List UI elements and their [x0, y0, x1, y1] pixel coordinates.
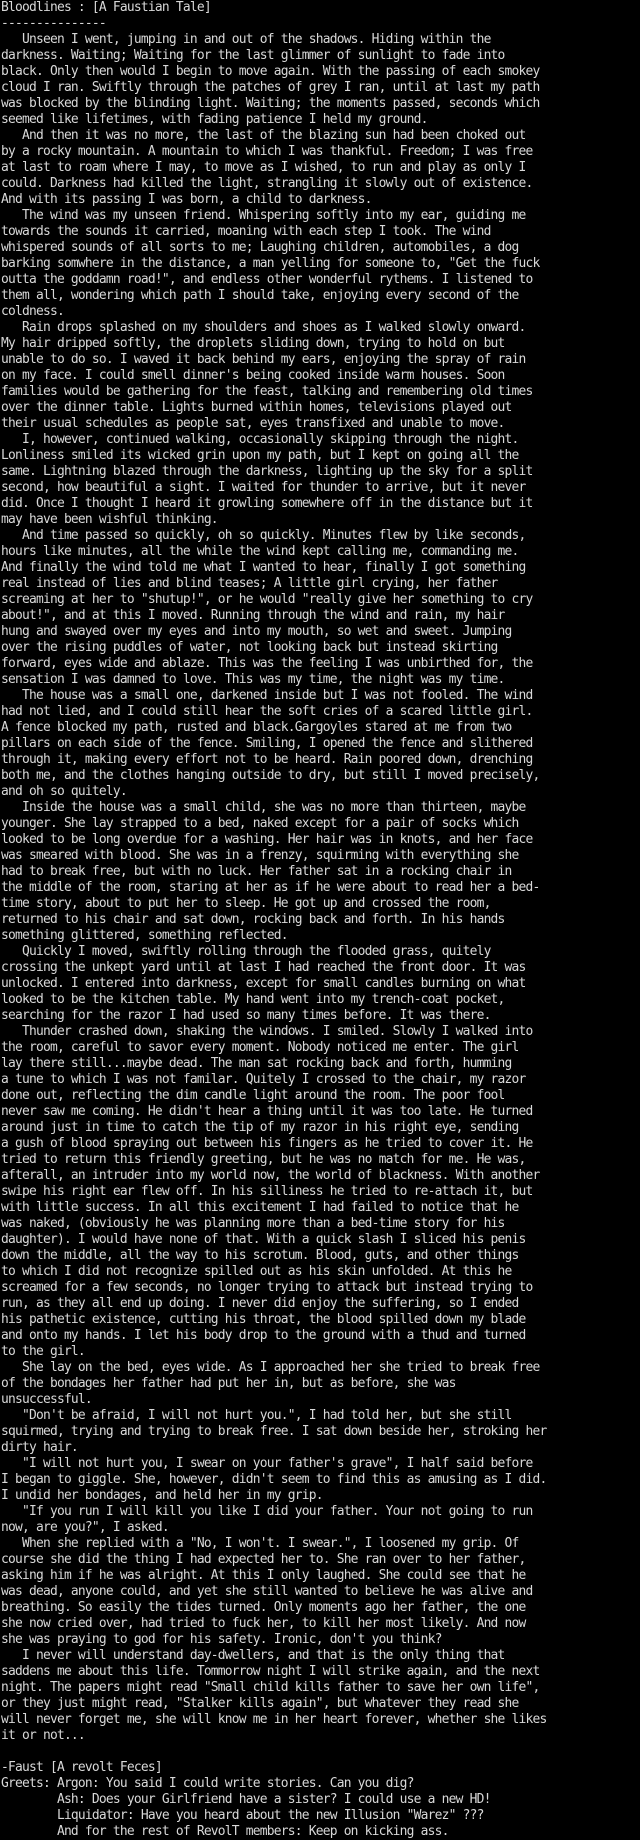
- text-line: them all, wondering which path I should take, enjoying every second of the: [1, 288, 519, 303]
- text-line: to which I did not recognize spilled out as his skin unfolded. At this he: [1, 1264, 512, 1279]
- text-line: on my face. I could smell dinner's being cooked inside warm houses. Soon: [1, 368, 505, 383]
- text-line: Rain drops splashed on my shoulders and shoes as I walked slowly onward.: [1, 320, 526, 335]
- text-line: My hair dripped softly, the droplets sliding down, trying to hold on but: [1, 336, 505, 351]
- text-line: Quickly I moved, swiftly rolling through the flooded grass, quitely: [1, 944, 491, 959]
- text-line: tried to return this friendly greeting, but he was no match for me. He was,: [1, 1152, 526, 1167]
- text-line: it or not...: [1, 1728, 85, 1743]
- text-line: returned to his chair and sat down, rocking back and forth. In his hands: [1, 912, 505, 927]
- text-line: at last to roam where I may, to move as I wished, to run and play as only I: [1, 160, 526, 175]
- text-line: "I will not hurt you, I swear on your father's grave", I half said before: [1, 1456, 533, 1471]
- text-line: Ash: Does your Girlfriend have a sister? I could use a new HD!: [1, 1792, 491, 1807]
- text-line: done out, reflecting the dim candle light around the room. The poor fool: [1, 1088, 505, 1103]
- text-line: will never forget me, she will know me in her heart forever, whether she likes: [1, 1712, 547, 1727]
- text-line: "If you run I will kill you like I did your father. Your not going to run: [1, 1504, 533, 1519]
- text-line: may have been wishful thinking.: [1, 512, 218, 527]
- text-line: down the middle, all the way to his scrotum. Blood, guts, and other things: [1, 1248, 519, 1263]
- text-line: barking somwhere in the distance, a man yelling for someone to, "Get the fuck: [1, 256, 540, 271]
- text-line: unable to do so. I waved it back behind my ears, enjoying the spray of rain: [1, 352, 526, 367]
- text-line: time story, about to put her to sleep. He got up and crossed the room,: [1, 896, 491, 911]
- text-line: black. Only then would I begin to move again. With the passing of each smokey: [1, 64, 540, 79]
- text-line: seemed like lifetimes, with fading patience I held my ground.: [1, 112, 428, 127]
- text-line: she now cried over, had tried to fuck her, to kill her most likely. And now: [1, 1616, 526, 1631]
- text-line: had not lied, and I could still hear the soft cries of a scared little girl.: [1, 704, 533, 719]
- text-line: And finally the wind told me what I wanted to hear, finally I got something: [1, 560, 526, 575]
- text-line: night. The papers might read "Small child kills father to save her own life",: [1, 1680, 540, 1695]
- text-line: their usual schedules as people sat, eyes transfixed and unable to move.: [1, 416, 505, 431]
- text-line: And time passed so quickly, oh so quickly. Minutes flew by like seconds,: [1, 528, 526, 543]
- text-line: was blocked by the blinding light. Waiting; the moments passed, seconds which: [1, 96, 540, 111]
- text-line: I undid her bondages, and held her in my grip.: [1, 1488, 323, 1503]
- text-line: by a rocky mountain. A mountain to which I was thankful. Freedom; I was free: [1, 144, 533, 159]
- text-line: looked to be the kitchen table. My hand went into my trench-coat pocket,: [1, 992, 505, 1007]
- text-line: and oh so quitely.: [1, 784, 127, 799]
- text-line: Inside the house was a small child, she was no more than thirteen, maybe: [1, 800, 526, 815]
- text-line: And then it was no more, the last of the blazing sun had been choked out: [1, 128, 526, 143]
- text-line: was dead, anyone could, and yet she still wanted to believe he was alive and: [1, 1584, 533, 1599]
- text-line: screaming at her to "shutup!", or he would "really give her something to cry: [1, 592, 533, 607]
- text-line: whispered sounds of all sorts to me; Laughing children, automobiles, a dog: [1, 240, 519, 255]
- text-line: squirmed, trying and trying to break free. I sat down beside her, stroking her: [1, 1424, 547, 1439]
- text-line: swipe his right ear flew off. In his silliness he tried to re-attach it, but: [1, 1184, 533, 1199]
- text-line: saddens me about this life. Tommorrow night I will strike again, and the next: [1, 1664, 540, 1679]
- text-line: towards the sounds it carried, moaning with each step I took. The wind: [1, 224, 491, 239]
- text-line: And for the rest of RevolT members: Keep on kicking ass.: [1, 1824, 449, 1839]
- text-line: hung and swayed over my eyes and into my mouth, so wet and sweet. Jumping: [1, 624, 512, 639]
- text-line: the middle of the room, staring at her as if he were about to read her a bed-: [1, 880, 540, 895]
- text-line: his pathetic existence, cutting his throat, the blood spilled down my blade: [1, 1312, 526, 1327]
- text-line: both me, and the clothes hanging outside to dry, but still I moved precisely,: [1, 768, 540, 783]
- text-line: Unseen I went, jumping in and out of the shadows. Hiding within the: [1, 32, 491, 47]
- text-line: second, how beautiful a sight. I waited for thunder to arrive, but it never: [1, 480, 526, 495]
- text-line: hours like minutes, all the while the wind kept calling me, commanding me.: [1, 544, 519, 559]
- text-line: looked to be long overdue for a washing. Her hair was in knots, and her face: [1, 832, 533, 847]
- text-line: A fence blocked my path, rusted and black.Gargoyles stared at me from two: [1, 720, 512, 735]
- text-line: crossing the unkept yard until at last I had reached the front door. It was: [1, 960, 526, 975]
- text-line: asking him if he was alright. At this I only laughed. She could see that he: [1, 1568, 526, 1583]
- text-line: a gush of blood spraying out between his fingers as he tried to cover it. He: [1, 1136, 533, 1151]
- text-line: to the girl.: [1, 1344, 85, 1359]
- text-line: The wind was my unseen friend. Whispering softly into my ear, guiding me: [1, 208, 526, 223]
- text-line: darkness. Waiting; Waiting for the last glimmer of sunlight to fade into: [1, 48, 505, 63]
- text-line: Liquidator: Have you heard about the new Illusion "Warez" ???: [1, 1808, 484, 1823]
- text-line: coldness.: [1, 304, 64, 319]
- text-line: a tune to which I was not familar. Quitely I crossed to the chair, my razor: [1, 1072, 526, 1087]
- text-line: around just in time to catch the tip of my razor in his right eye, sending: [1, 1120, 519, 1135]
- text-line: the room, careful to savor every moment. Nobody noticed me enter. The girl: [1, 1040, 519, 1055]
- text-line: Lonliness smiled its wicked grin upon my path, but I kept on going all the: [1, 448, 519, 463]
- text-line: outta the goddamn road!", and endless other wonderful rythems. I listened to: [1, 272, 533, 287]
- text-line: forward, eyes wide and ablaze. This was the feeling I was unbirthed for, the: [1, 656, 533, 671]
- text-line: The house was a small one, darkened inside but I was not fooled. The wind: [1, 688, 533, 703]
- text-line: unsuccessful.: [1, 1392, 92, 1407]
- text-line: never saw me coming. He didn't hear a thing until it was too late. He turned: [1, 1104, 533, 1119]
- text-line: "Don't be afraid, I will not hurt you.", I had told her, but she still: [1, 1408, 512, 1423]
- text-line: course she did the thing I had expected her to. She ran over to her father,: [1, 1552, 526, 1567]
- text-line: of the bondages her father had put her in, but as before, she was: [1, 1376, 456, 1391]
- text-line: or they just might read, "Stalker kills again", but whatever they read she: [1, 1696, 519, 1711]
- text-line: real instead of lies and blind teases; A little girl crying, her father: [1, 576, 498, 591]
- text-line: sensation I was damned to love. This was my time, the night was my time.: [1, 672, 505, 687]
- text-line: When she replied with a "No, I won't. I swear.", I loosened my grip. Of: [1, 1536, 519, 1551]
- text-line: families would be gathering for the feast, talking and remembering old times: [1, 384, 533, 399]
- text-line: and onto my hands. I let his body drop to the ground with a thud and turned: [1, 1328, 526, 1343]
- text-line: And with its passing I was born, a child to darkness.: [1, 192, 372, 207]
- text-line: afterall, an intruder into my world now, the world of blackness. With another: [1, 1168, 540, 1183]
- text-line: I, however, continued walking, occasionally skipping through the night.: [1, 432, 519, 447]
- text-line: same. Lightning blazed through the darkness, lighting up the sky for a split: [1, 464, 533, 479]
- text-line: something glittered, something reflected.: [1, 928, 288, 943]
- text-line: unlocked. I entered into darkness, except for small candles burning on what: [1, 976, 526, 991]
- text-line: now, are you?", I asked.: [1, 1520, 169, 1535]
- text-line: pillars on each side of the fence. Smiling, I opened the fence and slithered: [1, 736, 533, 751]
- text-line: She lay on the bed, eyes wide. As I approached her she tried to break free: [1, 1360, 540, 1375]
- text-line: did. Once I thought I heard it growling somewhere off in the distance but it: [1, 496, 533, 511]
- text-line: I never will understand day-dwellers, and that is the only thing that: [1, 1648, 505, 1663]
- text-line: -Faust [A revolt Feces]: [1, 1760, 162, 1775]
- text-line: over the dinner table. Lights burned within homes, televisions played out: [1, 400, 512, 415]
- text-line: Greets: Argon: You said I could write stories. Can you dig?: [1, 1776, 414, 1791]
- text-line: cloud I ran. Swiftly through the patches of grey I ran, until at last my path: [1, 80, 540, 95]
- text-line: had to break free, but with no luck. Her father sat in a rocking chair in: [1, 864, 512, 879]
- text-line: could. Darkness had killed the light, strangling it slowly out of existence.: [1, 176, 533, 191]
- document-title: Bloodlines : [A Faustian Tale]: [1, 0, 211, 15]
- text-line: she was praying to god for his safety. Ironic, don't you think?: [1, 1632, 442, 1647]
- text-line: younger. She lay strapped to a bed, naked except for a pair of socks which: [1, 816, 519, 831]
- text-line: was naked, (obviously he was planning more than a bed-time story for his: [1, 1216, 505, 1231]
- text-line: about!", and at this I moved. Running through the wind and rain, my hair: [1, 608, 505, 623]
- text-line: I began to giggle. She, however, didn't seem to find this as amusing as I did.: [1, 1472, 547, 1487]
- text-line: dirty hair.: [1, 1440, 78, 1455]
- title-underline: ---------------: [1, 16, 106, 31]
- text-line: run, as they all end up doing. I never did enjoy the suffering, so I ended: [1, 1296, 519, 1311]
- document-body: [1, 32, 640, 1840]
- text-line: [1, 1744, 637, 1760]
- text-line: through it, making every effort not to be heard. Rain poored down, drenching: [1, 752, 533, 767]
- text-line: screamed for a few seconds, no longer trying to attack but instead trying to: [1, 1280, 533, 1295]
- text-line: lay there still...maybe dead. The man sat rocking back and forth, humming: [1, 1056, 512, 1071]
- text-line: breathing. So easily the tides turned. Only moments ago her father, the one: [1, 1600, 526, 1615]
- text-line: over the rising puddles of water, not looking back but instead skirting: [1, 640, 498, 655]
- text-line: Thunder crashed down, shaking the windows. I smiled. Slowly I walked into: [1, 1024, 533, 1039]
- text-line: searching for the razor I had used so many times before. It was there.: [1, 1008, 491, 1023]
- text-line: daughter). I would have none of that. With a quick slash I sliced his penis: [1, 1232, 526, 1247]
- text-line: with little success. In all this excitement I had failed to notice that he: [1, 1200, 519, 1215]
- text-line: was smeared with blood. She was in a frenzy, squirming with everything she: [1, 848, 519, 863]
